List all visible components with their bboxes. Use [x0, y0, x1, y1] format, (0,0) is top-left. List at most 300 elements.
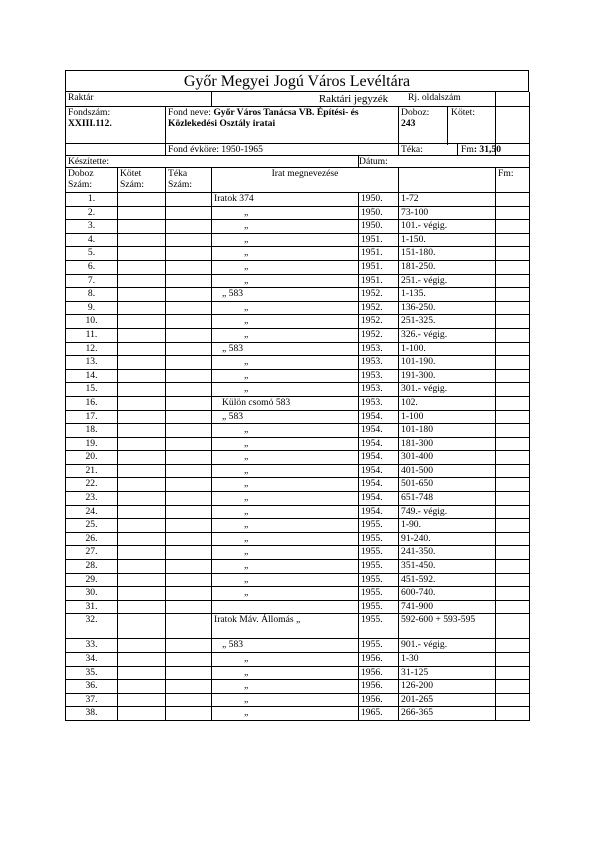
row-year: 1956. [359, 680, 399, 694]
row-fm [496, 680, 530, 694]
row-range: 151-180. [399, 247, 496, 261]
table-row [66, 464, 530, 478]
row-kotet [118, 437, 166, 451]
table-row [66, 274, 530, 288]
row-teka [166, 356, 212, 370]
table-row [66, 301, 530, 315]
row-range: 651-748 [399, 492, 496, 506]
row-year: 1954. [359, 464, 399, 478]
row-year: 1954. [359, 478, 399, 492]
table-row [66, 573, 530, 587]
row-fm [496, 233, 530, 247]
row-year: 1953. [359, 369, 399, 383]
row-teka [166, 233, 212, 247]
row-number: 30. [66, 587, 118, 601]
row-range: 1-100 [399, 410, 496, 424]
table-row [66, 680, 530, 694]
row-teka [166, 464, 212, 478]
row-description: „ [212, 707, 359, 721]
row-number: 3. [66, 220, 118, 234]
table-row [66, 288, 530, 302]
fm-value: : 31,50 [473, 144, 502, 155]
table-row [66, 342, 530, 356]
row-fm [496, 301, 530, 315]
row-description [212, 600, 359, 614]
row-kotet [118, 451, 166, 465]
row-year: 1954. [359, 492, 399, 506]
row-year: 1952. [359, 315, 399, 329]
row-teka [166, 505, 212, 519]
row-description: „ [212, 560, 359, 574]
row-fm [496, 639, 530, 653]
row-description: „ [212, 573, 359, 587]
table-row [66, 247, 530, 261]
table-row [66, 614, 530, 639]
row-number: 24. [66, 505, 118, 519]
row-number: 1. [66, 193, 118, 207]
row-range: 1-135. [399, 288, 496, 302]
row-year: 1950. [359, 220, 399, 234]
col-blank [399, 168, 496, 193]
table-row [66, 410, 530, 424]
row-fm [496, 424, 530, 438]
row-range: 901.- végig. [399, 639, 496, 653]
row-number: 26. [66, 532, 118, 546]
row-kotet [118, 680, 166, 694]
row-kotet [118, 546, 166, 560]
row-description: „ [212, 206, 359, 220]
row-kotet [118, 220, 166, 234]
row-description: „ [212, 369, 359, 383]
row-kotet [118, 315, 166, 329]
table-row [66, 519, 530, 533]
row-fm [496, 519, 530, 533]
row-number: 22. [66, 478, 118, 492]
row-description: „ [212, 437, 359, 451]
row-fm [496, 410, 530, 424]
row-year: 1955. [359, 560, 399, 574]
row-range: 600-740. [399, 587, 496, 601]
col-irat: Irat megnevezése [212, 168, 399, 193]
fm-label: Fm [461, 144, 474, 155]
row-teka [166, 693, 212, 707]
row-kotet [118, 424, 166, 438]
row-kotet [118, 288, 166, 302]
row-year: 1954. [359, 505, 399, 519]
row-teka [166, 288, 212, 302]
row-number: 7. [66, 274, 118, 288]
row-description: „ [212, 315, 359, 329]
row-number: 16. [66, 396, 118, 410]
row-fm [496, 356, 530, 370]
table-row [66, 206, 530, 220]
row-year: 1955. [359, 546, 399, 560]
kotet-label: Kötet: [447, 107, 475, 145]
row-range: 201-265 [399, 693, 496, 707]
row-description: „ [212, 233, 359, 247]
fond-neve-cell [166, 107, 399, 144]
inventory-table [65, 168, 530, 721]
row-year: 1950. [359, 206, 399, 220]
row-description: „ 583 [212, 639, 359, 653]
row-year: 1951. [359, 247, 399, 261]
row-year: 1955. [359, 639, 399, 653]
row-range: 101-190. [399, 356, 496, 370]
table-row [66, 546, 530, 560]
col-fm: Fm: [496, 168, 530, 193]
row-range: 181-250. [399, 260, 496, 274]
row-number: 31. [66, 600, 118, 614]
row-fm [496, 288, 530, 302]
row-fm [496, 451, 530, 465]
table-row [66, 693, 530, 707]
row-teka [166, 315, 212, 329]
row-range: 191-300. [399, 369, 496, 383]
fond-neve-label: Fond neve: [168, 107, 214, 118]
row-year: 1955. [359, 573, 399, 587]
row-teka [166, 193, 212, 207]
row-kotet [118, 383, 166, 397]
row-number: 21. [66, 464, 118, 478]
row-kotet [118, 301, 166, 315]
row-number: 4. [66, 233, 118, 247]
row-description: „ [212, 519, 359, 533]
row-year: 1952. [359, 288, 399, 302]
row-number: 17. [66, 410, 118, 424]
row-year: 1954. [359, 451, 399, 465]
row-kotet [118, 356, 166, 370]
fondszam-label: Fondszám: [68, 107, 111, 118]
row-teka [166, 451, 212, 465]
row-year: 1955. [359, 519, 399, 533]
row-description: „ [212, 464, 359, 478]
row-fm [496, 193, 530, 207]
row-fm [496, 260, 530, 274]
row-range: 31-125 [399, 666, 496, 680]
row-teka [166, 342, 212, 356]
row-number: 33. [66, 639, 118, 653]
row-description: „ [212, 478, 359, 492]
table-row [66, 424, 530, 438]
row-range: 741-900 [399, 600, 496, 614]
table-row [66, 383, 530, 397]
row-number: 35. [66, 666, 118, 680]
row-kotet [118, 653, 166, 667]
row-number: 12. [66, 342, 118, 356]
header-table [65, 92, 530, 168]
table-row [66, 492, 530, 506]
table-row [66, 233, 530, 247]
row-kotet [118, 328, 166, 342]
row-teka [166, 396, 212, 410]
table-row [66, 653, 530, 667]
row-year: 1953. [359, 396, 399, 410]
row-range: 326.- végig. [399, 328, 496, 342]
rj-oldalszam-label: Rj. oldalszám [408, 92, 461, 103]
row-kotet [118, 260, 166, 274]
row-kotet [118, 587, 166, 601]
row-range: 136-250. [399, 301, 496, 315]
row-number: 14. [66, 369, 118, 383]
row-number: 23. [66, 492, 118, 506]
row-number: 15. [66, 383, 118, 397]
row-description: „ 583 [212, 410, 359, 424]
table-row [66, 532, 530, 546]
row-teka [166, 220, 212, 234]
row-description: „ [212, 546, 359, 560]
row-description: „ [212, 247, 359, 261]
row-teka [166, 560, 212, 574]
row-fm [496, 206, 530, 220]
row-description: „ [212, 666, 359, 680]
table-row [66, 193, 530, 207]
row-description: „ [212, 301, 359, 315]
row-kotet [118, 600, 166, 614]
row-description: „ [212, 587, 359, 601]
row-description: „ [212, 653, 359, 667]
row-kotet [118, 519, 166, 533]
table-row [66, 369, 530, 383]
row-number: 34. [66, 653, 118, 667]
row-kotet [118, 560, 166, 574]
row-number: 6. [66, 260, 118, 274]
row-kotet [118, 478, 166, 492]
row-description: Iratok 374 [212, 193, 359, 207]
fondszam-cell [66, 107, 166, 144]
row-teka [166, 301, 212, 315]
row-fm [496, 693, 530, 707]
row-description: „ 583 [212, 288, 359, 302]
row-teka [166, 707, 212, 721]
row-kotet [118, 206, 166, 220]
row-number: 32. [66, 614, 118, 639]
row-teka [166, 587, 212, 601]
row-teka [166, 206, 212, 220]
row-range: 1-30 [399, 653, 496, 667]
row-kotet [118, 233, 166, 247]
row-range: 102. [399, 396, 496, 410]
row-teka [166, 519, 212, 533]
row-range: 1-150. [399, 233, 496, 247]
table-row [66, 587, 530, 601]
row-number: 27. [66, 546, 118, 560]
row-kotet [118, 396, 166, 410]
row-description: „ [212, 260, 359, 274]
row-fm [496, 587, 530, 601]
table-row [66, 707, 530, 721]
row-kotet [118, 693, 166, 707]
row-teka [166, 328, 212, 342]
row-description: „ [212, 328, 359, 342]
row-range: 301.- végig. [399, 383, 496, 397]
row-fm [496, 560, 530, 574]
row-range: 101.- végig. [399, 220, 496, 234]
col-doboz: Doboz Szám: [66, 168, 118, 193]
row-kotet [118, 369, 166, 383]
row-year: 1951. [359, 233, 399, 247]
row-kotet [118, 342, 166, 356]
row-range: 749.- végig. [399, 505, 496, 519]
row-range: 251-325. [399, 315, 496, 329]
row-fm [496, 532, 530, 546]
row-number: 38. [66, 707, 118, 721]
row-fm [496, 464, 530, 478]
row-kotet [118, 639, 166, 653]
row-range: 401-500 [399, 464, 496, 478]
row-year: 1956. [359, 666, 399, 680]
table-row [66, 260, 530, 274]
row-number: 28. [66, 560, 118, 574]
row-fm [496, 614, 530, 639]
row-teka [166, 274, 212, 288]
row-number: 37. [66, 693, 118, 707]
inventory-sheet [65, 70, 529, 721]
row-teka [166, 437, 212, 451]
row-fm [496, 247, 530, 261]
row-number: 25. [66, 519, 118, 533]
row-year: 1952. [359, 328, 399, 342]
row-range: 126-200 [399, 680, 496, 694]
row-range: 501-650 [399, 478, 496, 492]
evkore-empty [66, 144, 166, 156]
row-fm [496, 666, 530, 680]
row-range: 101-180 [399, 424, 496, 438]
row-teka [166, 247, 212, 261]
row-year: 1955. [359, 614, 399, 639]
fondszam-value: XXIII.112. [68, 118, 112, 129]
row-teka [166, 383, 212, 397]
row-fm [496, 437, 530, 451]
table-row [66, 220, 530, 234]
row-number: 11. [66, 328, 118, 342]
datum-label: Dátum: [359, 156, 530, 168]
doboz-value: 243 [401, 118, 416, 129]
raktari-jegyzek: Raktári jegyzék [212, 92, 496, 107]
row-fm [496, 220, 530, 234]
row-range: 1-90. [399, 519, 496, 533]
doboz-cell [399, 107, 496, 144]
row-kotet [118, 464, 166, 478]
table-row [66, 315, 530, 329]
row-fm [496, 328, 530, 342]
row-range: 241-350. [399, 546, 496, 560]
row-year: 1952. [359, 301, 399, 315]
table-row [66, 328, 530, 342]
table-row [66, 396, 530, 410]
row-number: 10. [66, 315, 118, 329]
row-year: 1956. [359, 653, 399, 667]
fond-neve-value: Győr Város Tanácsa VB. Építési- és Közlekedési Osztály iratai [168, 107, 359, 129]
col-kotet: Kötet Szám: [118, 168, 166, 193]
row-number: 19. [66, 437, 118, 451]
row-number: 20. [66, 451, 118, 465]
row-description: „ [212, 680, 359, 694]
col-teka: Téka Szám: [166, 168, 212, 193]
row-number: 2. [66, 206, 118, 220]
row-description: „ [212, 532, 359, 546]
row-description: „ [212, 451, 359, 465]
row-range: 181-300 [399, 437, 496, 451]
row-description: „ [212, 274, 359, 288]
row-kotet [118, 573, 166, 587]
row-year: 1965. [359, 707, 399, 721]
row-kotet [118, 274, 166, 288]
table-row [66, 356, 530, 370]
row-range: 351-450. [399, 560, 496, 574]
row-year: 1953. [359, 342, 399, 356]
kotet-empty [496, 107, 530, 144]
row-year: 1955. [359, 532, 399, 546]
rj-oldalszam [408, 92, 530, 107]
row-kotet [118, 492, 166, 506]
row-number: 5. [66, 247, 118, 261]
row-number: 9. [66, 301, 118, 315]
row-year: 1954. [359, 437, 399, 451]
row-range: 592-600 + 593-595 [399, 614, 496, 639]
row-number: 36. [66, 680, 118, 694]
row-fm [496, 396, 530, 410]
keszitette-label: Készítette: [66, 156, 359, 168]
row-range: 73-100 [399, 206, 496, 220]
row-range: 251.- végig. [399, 274, 496, 288]
row-description: „ [212, 693, 359, 707]
teka-cell [399, 144, 502, 156]
row-number: 8. [66, 288, 118, 302]
table-row [66, 437, 530, 451]
fond-evkore: Fond évköre: 1950-1965 [166, 144, 399, 156]
row-number: 29. [66, 573, 118, 587]
row-year: 1951. [359, 274, 399, 288]
row-fm [496, 274, 530, 288]
row-fm [496, 573, 530, 587]
row-teka [166, 424, 212, 438]
row-teka [166, 532, 212, 546]
doboz-label: Doboz: [401, 107, 430, 118]
row-fm [496, 600, 530, 614]
row-kotet [118, 193, 166, 207]
table-row [66, 666, 530, 680]
row-kotet [118, 707, 166, 721]
row-teka [166, 666, 212, 680]
table-row [66, 600, 530, 614]
row-fm [496, 492, 530, 506]
row-description: „ [212, 220, 359, 234]
row-year: 1955. [359, 587, 399, 601]
row-fm [496, 505, 530, 519]
table-row [66, 505, 530, 519]
row-teka [166, 639, 212, 653]
row-range: 301-400 [399, 451, 496, 465]
row-description: Külön csomó 583 [212, 396, 359, 410]
table-row [66, 560, 530, 574]
row-teka [166, 492, 212, 506]
row-fm [496, 383, 530, 397]
row-year: 1953. [359, 356, 399, 370]
teka-label: Téka: [401, 144, 423, 155]
row-fm [496, 653, 530, 667]
row-number: 18. [66, 424, 118, 438]
row-year: 1950. [359, 193, 399, 207]
row-teka [166, 653, 212, 667]
row-range: 91-240. [399, 532, 496, 546]
row-fm [496, 546, 530, 560]
row-kotet [118, 666, 166, 680]
row-description: „ [212, 383, 359, 397]
table-row [66, 639, 530, 653]
row-description: „ [212, 492, 359, 506]
row-kotet [118, 505, 166, 519]
row-teka [166, 546, 212, 560]
